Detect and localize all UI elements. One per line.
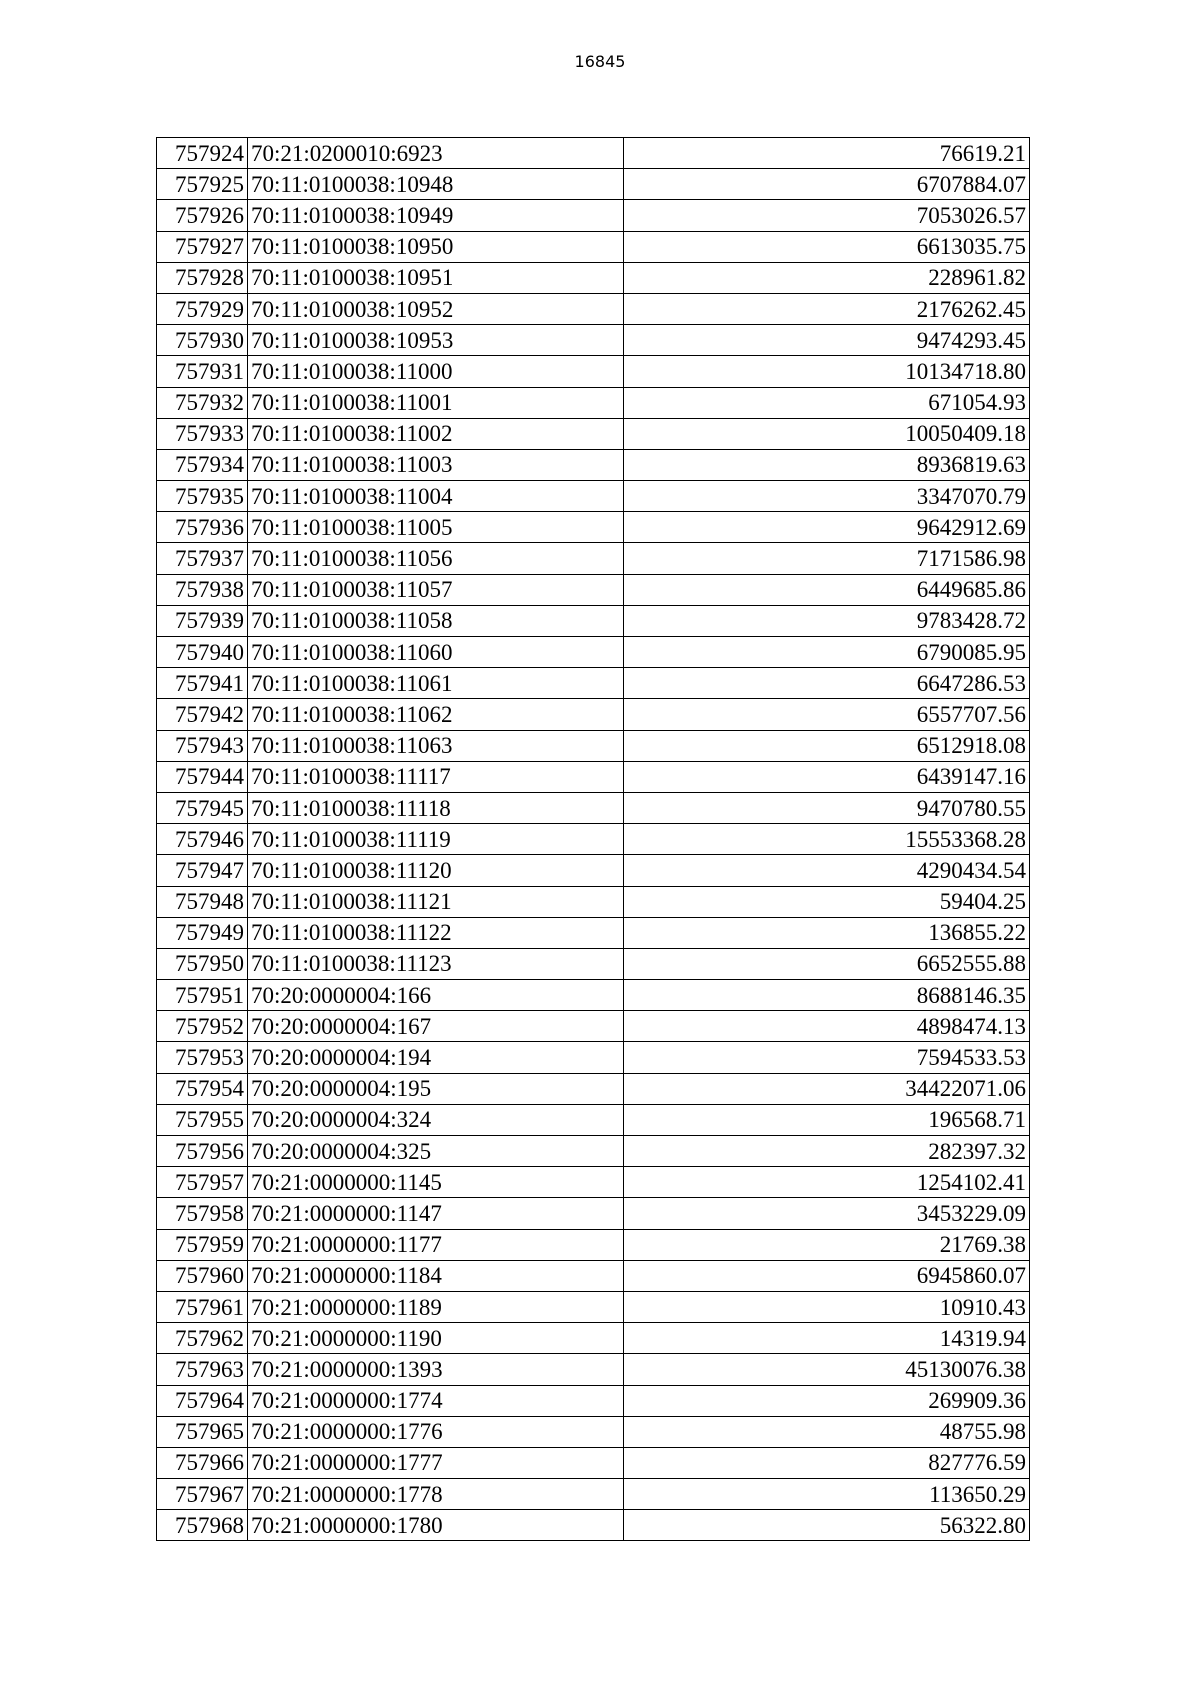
row-id-cell: 757924 (157, 138, 248, 169)
row-id-cell: 757948 (157, 886, 248, 917)
cadastral-number-cell: 70:11:0100038:11063 (248, 730, 624, 761)
table-row (157, 1291, 1030, 1322)
table-row (157, 387, 1030, 418)
cadastral-number-cell: 70:21:0000000:1190 (248, 1323, 624, 1354)
row-id-cell: 757939 (157, 605, 248, 636)
table-row (157, 1447, 1030, 1478)
row-id-cell: 757955 (157, 1104, 248, 1135)
table-row (157, 886, 1030, 917)
table-row (157, 730, 1030, 761)
row-id-cell: 757936 (157, 512, 248, 543)
value-cell: 45130076.38 (624, 1354, 1030, 1385)
row-id-cell: 757937 (157, 543, 248, 574)
row-id-cell: 757963 (157, 1354, 248, 1385)
row-id-cell: 757968 (157, 1510, 248, 1541)
value-cell: 2176262.45 (624, 293, 1030, 324)
value-cell: 8688146.35 (624, 980, 1030, 1011)
table-row (157, 1260, 1030, 1291)
row-id-cell: 757934 (157, 449, 248, 480)
table-row (157, 512, 1030, 543)
table-row (157, 1416, 1030, 1447)
value-cell: 6512918.08 (624, 730, 1030, 761)
cadastral-number-cell: 70:11:0100038:10948 (248, 169, 624, 200)
value-cell: 7594533.53 (624, 1042, 1030, 1073)
row-id-cell: 757954 (157, 1073, 248, 1104)
row-id-cell: 757941 (157, 668, 248, 699)
value-cell: 6613035.75 (624, 231, 1030, 262)
cadastral-number-cell: 70:11:0100038:10950 (248, 231, 624, 262)
value-cell: 9474293.45 (624, 325, 1030, 356)
value-cell: 6449685.86 (624, 574, 1030, 605)
table-row (157, 356, 1030, 387)
row-id-cell: 757965 (157, 1416, 248, 1447)
cadastral-number-cell: 70:11:0100038:11004 (248, 481, 624, 512)
value-cell: 10910.43 (624, 1291, 1030, 1322)
table-row (157, 761, 1030, 792)
row-id-cell: 757962 (157, 1323, 248, 1354)
value-cell: 48755.98 (624, 1416, 1030, 1447)
row-id-cell: 757943 (157, 730, 248, 761)
value-cell: 228961.82 (624, 262, 1030, 293)
cadastre-table (156, 137, 1030, 1541)
cadastral-number-cell: 70:11:0100038:11120 (248, 855, 624, 886)
row-id-cell: 757964 (157, 1385, 248, 1416)
cadastral-number-cell: 70:11:0100038:11121 (248, 886, 624, 917)
table-row (157, 1167, 1030, 1198)
row-id-cell: 757946 (157, 824, 248, 855)
value-cell: 6647286.53 (624, 668, 1030, 699)
cadastral-number-cell: 70:11:0100038:10951 (248, 262, 624, 293)
cadastral-number-cell: 70:20:0000004:194 (248, 1042, 624, 1073)
cadastral-number-cell: 70:21:0000000:1393 (248, 1354, 624, 1385)
row-id-cell: 757930 (157, 325, 248, 356)
value-cell: 9783428.72 (624, 605, 1030, 636)
value-cell: 6707884.07 (624, 169, 1030, 200)
table-row (157, 481, 1030, 512)
cadastral-number-cell: 70:11:0100038:11001 (248, 387, 624, 418)
value-cell: 21769.38 (624, 1229, 1030, 1260)
cadastral-number-cell: 70:11:0100038:11056 (248, 543, 624, 574)
table-row (157, 1011, 1030, 1042)
table-row (157, 231, 1030, 262)
value-cell: 3453229.09 (624, 1198, 1030, 1229)
row-id-cell: 757967 (157, 1479, 248, 1510)
table-row (157, 1042, 1030, 1073)
value-cell: 15553368.28 (624, 824, 1030, 855)
cadastral-number-cell: 70:11:0100038:11118 (248, 792, 624, 823)
row-id-cell: 757951 (157, 980, 248, 1011)
table-row (157, 1354, 1030, 1385)
row-id-cell: 757961 (157, 1291, 248, 1322)
row-id-cell: 757927 (157, 231, 248, 262)
table-row (157, 917, 1030, 948)
cadastral-number-cell: 70:11:0100038:11000 (248, 356, 624, 387)
table-row (157, 668, 1030, 699)
table-row (157, 1198, 1030, 1229)
table-row (157, 574, 1030, 605)
row-id-cell: 757956 (157, 1136, 248, 1167)
row-id-cell: 757926 (157, 200, 248, 231)
row-id-cell: 757935 (157, 481, 248, 512)
table-row (157, 543, 1030, 574)
row-id-cell: 757957 (157, 1167, 248, 1198)
table-row (157, 824, 1030, 855)
cadastral-number-cell: 70:11:0100038:11117 (248, 761, 624, 792)
row-id-cell: 757950 (157, 948, 248, 979)
value-cell: 6557707.56 (624, 699, 1030, 730)
table-body (157, 138, 1030, 1541)
row-id-cell: 757925 (157, 169, 248, 200)
value-cell: 8936819.63 (624, 449, 1030, 480)
row-id-cell: 757929 (157, 293, 248, 324)
value-cell: 76619.21 (624, 138, 1030, 169)
row-id-cell: 757959 (157, 1229, 248, 1260)
cadastral-number-cell: 70:11:0100038:11057 (248, 574, 624, 605)
value-cell: 113650.29 (624, 1479, 1030, 1510)
value-cell: 7053026.57 (624, 200, 1030, 231)
table-row (157, 200, 1030, 231)
table-row (157, 855, 1030, 886)
table-row (157, 792, 1030, 823)
value-cell: 269909.36 (624, 1385, 1030, 1416)
value-cell: 6439147.16 (624, 761, 1030, 792)
cadastral-number-cell: 70:11:0100038:10952 (248, 293, 624, 324)
cadastral-number-cell: 70:11:0100038:11002 (248, 418, 624, 449)
value-cell: 4290434.54 (624, 855, 1030, 886)
table-row (157, 138, 1030, 169)
table-row (157, 1479, 1030, 1510)
row-id-cell: 757947 (157, 855, 248, 886)
cadastral-number-cell: 70:21:0000000:1778 (248, 1479, 624, 1510)
cadastral-number-cell: 70:21:0000000:1145 (248, 1167, 624, 1198)
table-row (157, 1136, 1030, 1167)
row-id-cell: 757952 (157, 1011, 248, 1042)
cadastral-number-cell: 70:11:0100038:11122 (248, 917, 624, 948)
page-number: 16845 (574, 52, 626, 71)
row-id-cell: 757958 (157, 1198, 248, 1229)
cadastral-number-cell: 70:11:0100038:11062 (248, 699, 624, 730)
cadastral-number-cell: 70:11:0100038:11061 (248, 668, 624, 699)
value-cell: 7171586.98 (624, 543, 1030, 574)
table-row (157, 1073, 1030, 1104)
row-id-cell: 757928 (157, 262, 248, 293)
table-row (157, 1104, 1030, 1135)
row-id-cell: 757953 (157, 1042, 248, 1073)
cadastral-number-cell: 70:11:0100038:11060 (248, 637, 624, 668)
table-row (157, 262, 1030, 293)
value-cell: 6945860.07 (624, 1260, 1030, 1291)
cadastral-number-cell: 70:21:0000000:1184 (248, 1260, 624, 1291)
value-cell: 34422071.06 (624, 1073, 1030, 1104)
value-cell: 4898474.13 (624, 1011, 1030, 1042)
table-row (157, 637, 1030, 668)
cadastral-number-cell: 70:11:0100038:11058 (248, 605, 624, 636)
row-id-cell: 757938 (157, 574, 248, 605)
value-cell: 196568.71 (624, 1104, 1030, 1135)
value-cell: 282397.32 (624, 1136, 1030, 1167)
cadastral-number-cell: 70:11:0100038:10953 (248, 325, 624, 356)
row-id-cell: 757949 (157, 917, 248, 948)
row-id-cell: 757945 (157, 792, 248, 823)
cadastral-number-cell: 70:11:0100038:10949 (248, 200, 624, 231)
cadastral-number-cell: 70:21:0000000:1189 (248, 1291, 624, 1322)
table-row (157, 699, 1030, 730)
value-cell: 827776.59 (624, 1447, 1030, 1478)
value-cell: 10134718.80 (624, 356, 1030, 387)
cadastral-number-cell: 70:21:0000000:1776 (248, 1416, 624, 1447)
value-cell: 56322.80 (624, 1510, 1030, 1541)
value-cell: 10050409.18 (624, 418, 1030, 449)
table-row (157, 449, 1030, 480)
cadastral-number-cell: 70:21:0000000:1780 (248, 1510, 624, 1541)
value-cell: 9642912.69 (624, 512, 1030, 543)
value-cell: 671054.93 (624, 387, 1030, 418)
cadastral-number-cell: 70:21:0000000:1147 (248, 1198, 624, 1229)
value-cell: 1254102.41 (624, 1167, 1030, 1198)
cadastral-number-cell: 70:11:0100038:11119 (248, 824, 624, 855)
row-id-cell: 757940 (157, 637, 248, 668)
table-row (157, 980, 1030, 1011)
row-id-cell: 757933 (157, 418, 248, 449)
cadastral-number-cell: 70:21:0000000:1777 (248, 1447, 624, 1478)
row-id-cell: 757932 (157, 387, 248, 418)
table-row (157, 418, 1030, 449)
row-id-cell: 757942 (157, 699, 248, 730)
table-row (157, 1323, 1030, 1354)
cadastral-number-cell: 70:20:0000004:166 (248, 980, 624, 1011)
value-cell: 136855.22 (624, 917, 1030, 948)
cadastral-number-cell: 70:20:0000004:325 (248, 1136, 624, 1167)
value-cell: 59404.25 (624, 886, 1030, 917)
value-cell: 6790085.95 (624, 637, 1030, 668)
table-row (157, 169, 1030, 200)
row-id-cell: 757931 (157, 356, 248, 387)
table-row (157, 605, 1030, 636)
table-row (157, 1385, 1030, 1416)
value-cell: 14319.94 (624, 1323, 1030, 1354)
table-row (157, 1229, 1030, 1260)
cadastral-number-cell: 70:11:0100038:11123 (248, 948, 624, 979)
row-id-cell: 757966 (157, 1447, 248, 1478)
value-cell: 9470780.55 (624, 792, 1030, 823)
cadastral-number-cell: 70:11:0100038:11005 (248, 512, 624, 543)
table-row (157, 325, 1030, 356)
cadastral-number-cell: 70:20:0000004:167 (248, 1011, 624, 1042)
table-row (157, 293, 1030, 324)
cadastral-number-cell: 70:21:0000000:1774 (248, 1385, 624, 1416)
cadastral-number-cell: 70:21:0000000:1177 (248, 1229, 624, 1260)
row-id-cell: 757944 (157, 761, 248, 792)
table-row (157, 1510, 1030, 1541)
value-cell: 3347070.79 (624, 481, 1030, 512)
cadastral-number-cell: 70:11:0100038:11003 (248, 449, 624, 480)
table-row (157, 948, 1030, 979)
value-cell: 6652555.88 (624, 948, 1030, 979)
row-id-cell: 757960 (157, 1260, 248, 1291)
cadastral-number-cell: 70:20:0000004:324 (248, 1104, 624, 1135)
cadastral-number-cell: 70:20:0000004:195 (248, 1073, 624, 1104)
cadastral-number-cell: 70:21:0200010:6923 (248, 138, 624, 169)
